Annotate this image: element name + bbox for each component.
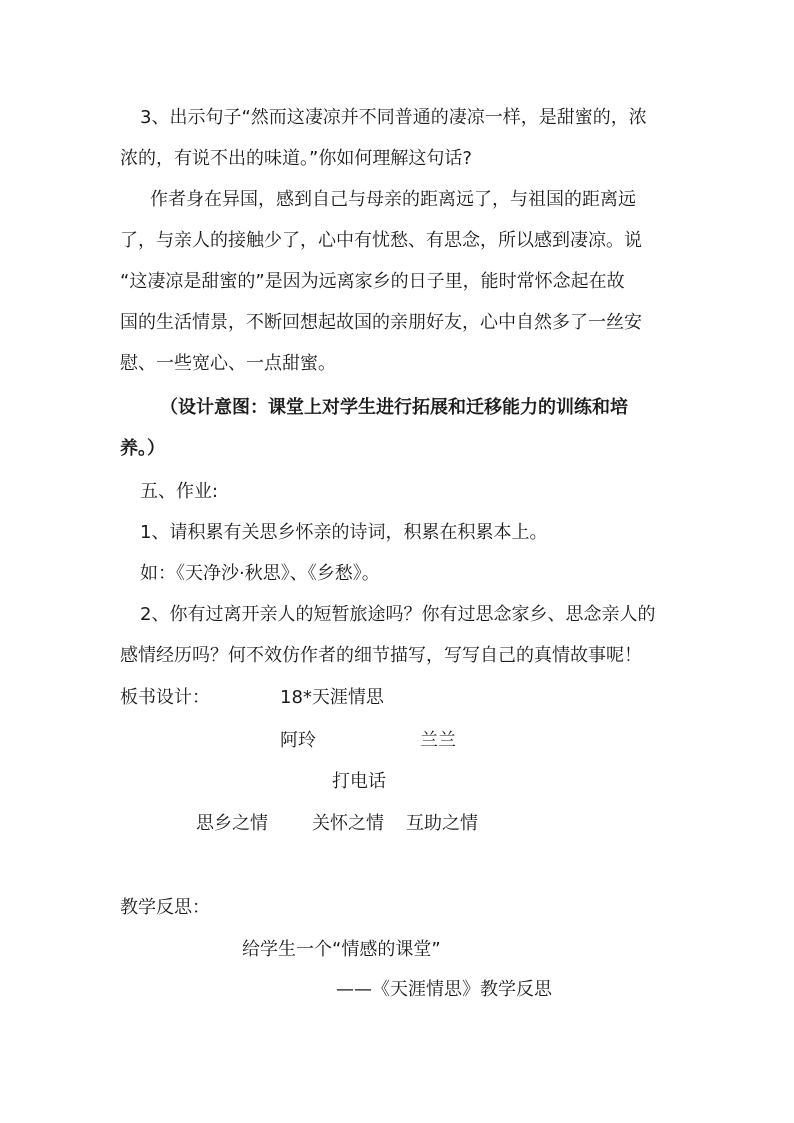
homework-item1-example: 如：《天净沙·秋思》、《乡愁》。 [140, 563, 380, 584]
board-emotion-1: 思乡之情 [196, 813, 268, 834]
reflection-title: 给学生一个“情感的课堂” [242, 939, 441, 960]
design-intent-line1: （设计意图：课堂上对学生进行拓展和迁移能力的训练和培 [160, 397, 628, 418]
answer3-line1: 作者身在异国，感到自己与母亲的距离远了，与祖国的距离远 [150, 189, 636, 210]
board-right-name: 兰兰 [420, 730, 456, 751]
homework-item2-line2: 感情经历吗？何不效仿作者的细节描写，写写自己的真情故事呢！ [120, 645, 642, 666]
board-design-label: 板书设计： [120, 687, 210, 708]
board-left-name: 阿玲 [280, 730, 316, 751]
answer3-line2: 了，与亲人的接触少了，心中有忧愁、有思念，所以感到凄凉。说 [120, 230, 642, 251]
question3-line2: 浓的，有说不出的味道。”你如何理解这句话? [120, 148, 472, 169]
answer3-line3: “这凄凉是甜蜜的”是因为远离家乡的日子里，能时常怀念起在故 [120, 271, 625, 292]
homework-item1: 1、请积累有关思乡怀亲的诗词，积累在积累本上。 [140, 522, 548, 543]
homework-heading: 五、作业: [140, 481, 219, 502]
reflection-label: 教学反思： [120, 897, 210, 918]
board-title: 18*天涯情思 [280, 687, 384, 708]
answer3-line5: 慰、一些宽心、一点甜蜜。 [120, 353, 336, 374]
board-center: 打电话 [332, 771, 386, 792]
design-intent-line2: 养。） [120, 438, 165, 459]
homework-item2-line1: 2、你有过离开亲人的短暂旅途吗？你有过思念家乡、思念亲人的 [140, 604, 656, 625]
board-emotion-2: 关怀之情 [312, 813, 384, 834]
answer3-line4: 国的生活情景，不断回想起故国的亲朋好友，心中自然多了一丝安 [120, 312, 642, 333]
reflection-subtitle: ——《天涯情思》教学反思 [336, 979, 552, 1000]
question3-line1: 3、出示句子“然而这凄凉并不同普通的凄凉一样，是甜蜜的，浓 [140, 107, 647, 128]
board-emotion-3: 互助之情 [406, 813, 478, 834]
